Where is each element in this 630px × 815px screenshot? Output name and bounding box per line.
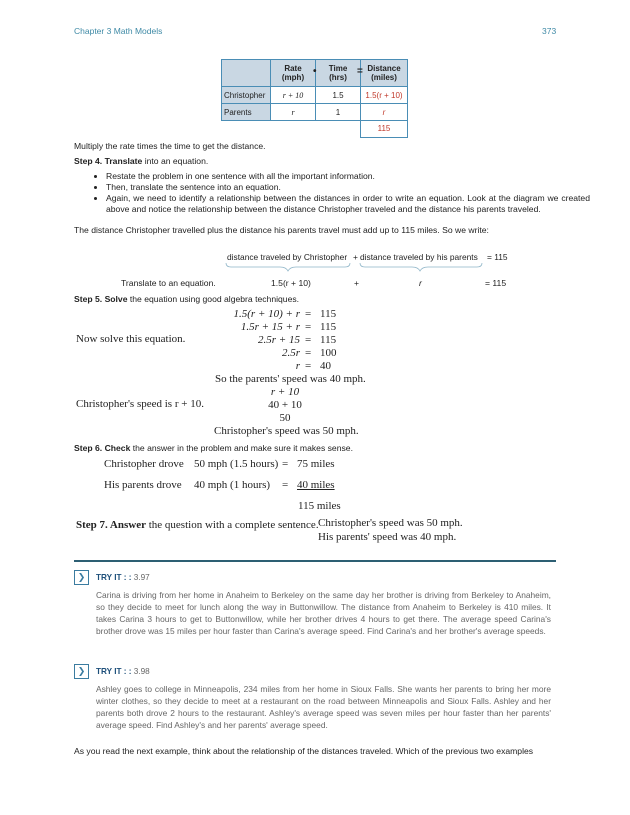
chris-line-1: r + 10 [270,386,300,398]
times-operator: • [313,66,317,77]
solve-rhs-3: 115 [320,334,337,346]
check-res-1: 75 miles [297,458,335,470]
translate-term2: r [419,278,422,288]
solve-lhs-3: 2.5r + 15 [258,334,300,346]
distance-cell: 1.5(r + 10) [361,87,408,104]
solve-eq-2: = [305,321,312,333]
table-row [222,87,408,104]
step6-heading: Step 6. Check the answer in the problem and make sure it makes sense. [74,443,353,453]
check-eq-2: = [282,479,289,491]
brace-plus: + [353,252,358,262]
parents-speed-text: So the parents' speed was 40 mph. [215,373,366,385]
footer-paragraph: As you read the next example, think about the relationship of the distances traveled. Which of the previous two examples [74,746,534,756]
chevron-right-icon[interactable]: ❯ [74,570,89,585]
solve-rhs-2: 115 [320,321,337,333]
list-item: • Restate the problem in one sentence with all the important information. [106,171,590,182]
solve-lhs-5: r [295,360,300,372]
check-calc-1: 50 mph (1.5 hours) [194,458,279,470]
solve-lhs-2: 1.5r + 15 + r [240,321,300,333]
header-rate: Rate (mph) [271,60,316,87]
brace-left-text: distance traveled by Christopher [227,252,348,262]
time-cell: 1.5 [316,87,361,104]
solve-rhs-4: 100 [320,347,337,359]
brace-equals: = 115 [487,252,508,262]
equals-operator: = [357,66,363,77]
step5-heading: Step 5. Solve the equation using good algebra techniques. [74,294,300,304]
chapter-header: Chapter 3 Math Models [74,26,163,36]
rate-cell: r [271,104,316,121]
try-it-title: TRY IT : : 3.98 [96,667,150,676]
total-cell: 115 [361,121,408,138]
check-res-2: 40 miles [297,479,335,491]
solve-rhs-1: 115 [320,308,337,320]
try-it-body: Carina is driving from her home in Anaheim to Berkeley on the same day her brother is driving from Berkeley to Anaheim, so they decide to meet for lunch along the way in Buttonwillow. The distance from Anaheim to Berkeley is 410 miles. It takes Carina 3 hours to get to Buttonwillow, while her brother drives 4 hours to get there. The average speed Carina's brother drove was 15 miles per hour faster than Carina's average speed. Find Carina's and her brother's average speeds. [96,590,551,636]
list-item: • Again, we need to identify a relationship between the distances in order to write an equation. Look at the diagram we created above and notice the relationship between the distance Christopher traveled and the distance his parents traveled. [106,193,590,215]
check-who-1: Christopher drove [104,458,184,470]
solve-rhs-5: 40 [320,360,331,372]
solve-eq-1: = [305,308,312,320]
distance-cell: r [361,104,408,121]
check-who-2: His parents drove [104,479,182,491]
answer-line-1: Christopher's speed was 50 mph. [318,517,463,529]
chris-label: Christopher's speed is r + 10. [76,398,204,410]
check-eq-1: = [282,458,289,470]
distance-sentence: The distance Christopher travelled plus the distance his parents travel must add up to 115 miles. So we write: [74,225,489,235]
step4-bullets [74,171,590,215]
check-calc-2: 40 mph (1 hours) [194,479,271,491]
time-cell: 1 [316,104,361,121]
translate-equals: = 115 [485,278,507,288]
translate-term1: 1.5(r + 10) [271,278,311,288]
step7-heading: Step 7. Answer the question with a complete sentence. [76,519,319,531]
chris-line-3: 50 [279,412,291,424]
step4-heading: Step 4. Translate into an equation. [74,156,209,166]
solve-lhs-1: 1.5(r + 10) + r [233,308,300,320]
chris-speed-text: Christopher's speed was 50 mph. [214,425,359,437]
multiply-text: Multiply the rate times the time to get the distance. [74,141,266,151]
rate-cell: r + 10 [271,87,316,104]
section-divider [74,560,556,562]
try-it-title: TRY IT : : 3.97 [96,573,150,582]
row-label: Christopher [222,87,271,104]
solve-eq-5: = [305,360,312,372]
row-label: Parents [222,104,271,121]
header-time: Time (hrs) [316,60,361,87]
try-it-body: Ashley goes to college in Minneapolis, 234 miles from her home in Sioux Falls. She wants her parents to bring her more winter clothes, so they decide to meet at a restaurant on the road between Minneapolis and Sioux Falls. Ashley and her parents both drove 2 hours to the restaurant. Ashley's average speed was seven miles per hour faster than her parents' average speed. Find Ashley's and her parents' average speed. [96,684,551,730]
header-distance: Distance (miles) [361,60,408,87]
check-total: 115 miles [298,500,341,512]
chevron-right-icon[interactable]: ❯ [74,664,89,679]
solve-eq-4: = [305,347,312,359]
underbrace-lines [222,262,492,272]
solve-eq-3: = [305,334,312,346]
translate-label: Translate to an equation. [121,278,216,288]
page-number: 373 [542,26,557,36]
solve-label: Now solve this equation. [76,333,186,345]
table-corner-cell [222,60,271,87]
brace-right-text: distance traveled by his parents [360,252,478,262]
translate-plus: + [354,278,360,288]
list-item: • Then, translate the sentence into an equation. [106,182,590,193]
table-row [222,104,408,121]
answer-line-2: His parents' speed was 40 mph. [318,531,457,543]
chris-line-2: 40 + 10 [268,399,302,411]
solve-lhs-4: 2.5r [281,347,300,359]
